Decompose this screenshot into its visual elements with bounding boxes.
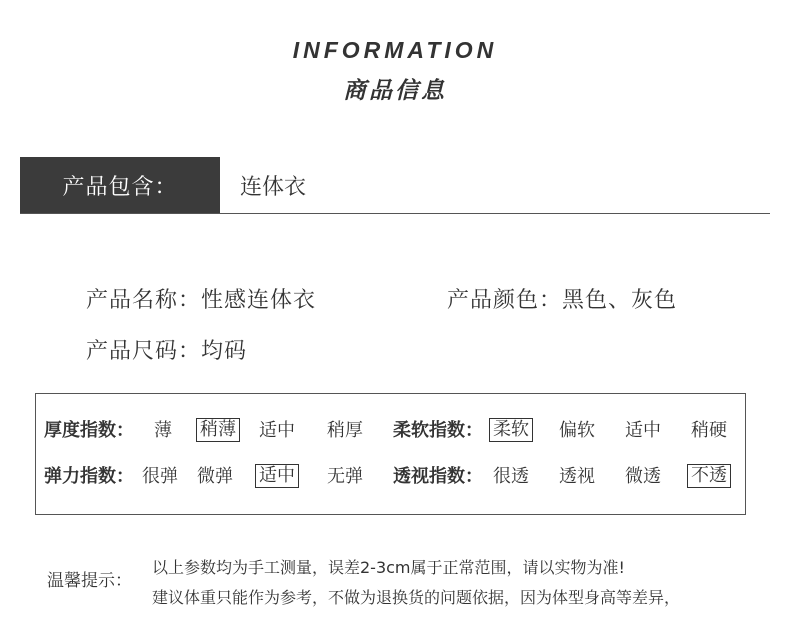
product-name: 产品名称：性感连体衣 — [86, 288, 317, 313]
thickness-option-selected: 稍薄 — [196, 418, 240, 442]
contents-divider — [20, 213, 770, 214]
elasticity-label: 弹力指数： — [44, 466, 134, 487]
transparency-option-selected: 不透 — [687, 464, 731, 488]
elasticity-option: 很弹 — [142, 466, 178, 487]
thickness-label: 厚度指数： — [44, 420, 134, 441]
elasticity-option: 无弹 — [327, 466, 363, 487]
softness-option: 偏软 — [559, 420, 595, 441]
product-color: 产品颜色：黑色、灰色 — [447, 288, 678, 313]
elasticity-option: 微弹 — [197, 466, 233, 487]
contents-label: 产品包含： — [20, 157, 220, 214]
softness-option: 稍硬 — [691, 420, 727, 441]
contents-value: 连体衣 — [240, 175, 307, 200]
elasticity-option-selected: 适中 — [255, 464, 299, 488]
transparency-option: 很透 — [493, 466, 529, 487]
section-title-en: INFORMATION — [292, 37, 498, 63]
thickness-option: 适中 — [259, 420, 295, 441]
thickness-option: 稍厚 — [327, 420, 363, 441]
thickness-option: 薄 — [154, 420, 172, 441]
tips-label: 温馨提示： — [47, 571, 132, 591]
tips-line: 以上参数均为手工测量，误差2-3cm属于正常范围，请以实物为准! — [152, 558, 625, 577]
softness-option-selected: 柔软 — [489, 418, 533, 442]
softness-label: 柔软指数： — [393, 420, 483, 441]
softness-option: 适中 — [625, 420, 661, 441]
section-title-cn: 商品信息 — [343, 78, 447, 104]
transparency-option: 微透 — [625, 466, 661, 487]
transparency-option: 透视 — [559, 466, 595, 487]
attribute-table — [35, 393, 746, 515]
transparency-label: 透视指数： — [393, 466, 483, 487]
tips-line: 建议体重只能作为参考，不做为退换货的问题依据，因为体型身高等差异， — [152, 588, 681, 607]
product-size: 产品尺码：均码 — [86, 339, 248, 364]
